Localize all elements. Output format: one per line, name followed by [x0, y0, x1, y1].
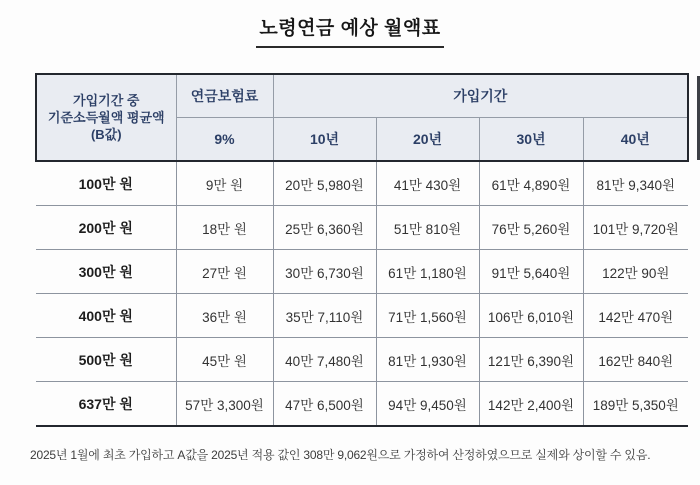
header-b-value	[36, 74, 176, 161]
page-title: 노령연금 예상 월액표	[256, 17, 443, 48]
header-row-top	[36, 74, 688, 118]
amount-cell: 81만 1,930원	[376, 338, 479, 382]
premium-cell: 9만 원	[176, 161, 273, 206]
b-value-cell: 400만 원	[36, 294, 176, 338]
amount-cell: 61만 1,180원	[376, 250, 479, 294]
table-row	[36, 206, 688, 250]
premium-cell: 36만 원	[176, 294, 273, 338]
table-row	[36, 161, 688, 206]
amount-cell: 122만 90원	[583, 250, 688, 294]
amount-cell: 142만 2,400원	[479, 382, 583, 427]
premium-cell: 57만 3,300원	[176, 382, 273, 427]
table-row	[36, 294, 688, 338]
b-value-cell: 100만 원	[36, 161, 176, 206]
premium-cell: 45만 원	[176, 338, 273, 382]
footnote: 2025년 1월에 최초 가입하고 A값을 2025년 적용 값인 308만 9,062원으로 가정하여 산정하였으므로 실제와 상이할 수 있음.	[30, 448, 651, 462]
title-wrap	[0, 17, 700, 48]
amount-cell: 61만 4,890원	[479, 161, 583, 206]
amount-cell: 41만 430원	[376, 161, 479, 206]
header-period: 가입기간	[273, 74, 688, 118]
header-premium-rate: 9%	[176, 118, 273, 162]
table-row	[36, 382, 688, 427]
amount-cell: 30만 6,730원	[273, 250, 376, 294]
amount-cell: 94만 9,450원	[376, 382, 479, 427]
amount-cell: 25만 6,360원	[273, 206, 376, 250]
header-b-line-2: 기준소득월액 평균액	[47, 110, 165, 125]
amount-cell: 106만 6,010원	[479, 294, 583, 338]
header-premium: 연금보험료	[176, 74, 273, 118]
header-year-20: 20년	[376, 118, 479, 162]
amount-cell: 121만 6,390원	[479, 338, 583, 382]
amount-cell: 76만 5,260원	[479, 206, 583, 250]
amount-cell: 142만 470원	[583, 294, 688, 338]
table-row	[36, 250, 688, 294]
header-b-line-3: (B값)	[90, 127, 122, 142]
amount-cell: 81만 9,340원	[583, 161, 688, 206]
header-year-30: 30년	[479, 118, 583, 162]
pension-table-body	[36, 161, 688, 426]
amount-cell: 71만 1,560원	[376, 294, 479, 338]
pension-table-header	[36, 74, 688, 161]
table-row	[36, 338, 688, 382]
premium-cell: 18만 원	[176, 206, 273, 250]
amount-cell: 189만 5,350원	[583, 382, 688, 427]
premium-cell: 27만 원	[176, 250, 273, 294]
amount-cell: 101만 9,720원	[583, 206, 688, 250]
b-value-cell: 500만 원	[36, 338, 176, 382]
b-value-cell: 300만 원	[36, 250, 176, 294]
amount-cell: 47만 6,500원	[273, 382, 376, 427]
amount-cell: 162만 840원	[583, 338, 688, 382]
amount-cell: 20만 5,980원	[273, 161, 376, 206]
amount-cell: 35만 7,110원	[273, 294, 376, 338]
b-value-cell: 637만 원	[36, 382, 176, 427]
header-year-40: 40년	[583, 118, 688, 162]
b-value-cell: 200만 원	[36, 206, 176, 250]
amount-cell: 91만 5,640원	[479, 250, 583, 294]
pension-table	[35, 73, 689, 427]
amount-cell: 51만 810원	[376, 206, 479, 250]
amount-cell: 40만 7,480원	[273, 338, 376, 382]
header-b-line-1: 가입기간 중	[73, 93, 140, 108]
header-year-10: 10년	[273, 118, 376, 162]
